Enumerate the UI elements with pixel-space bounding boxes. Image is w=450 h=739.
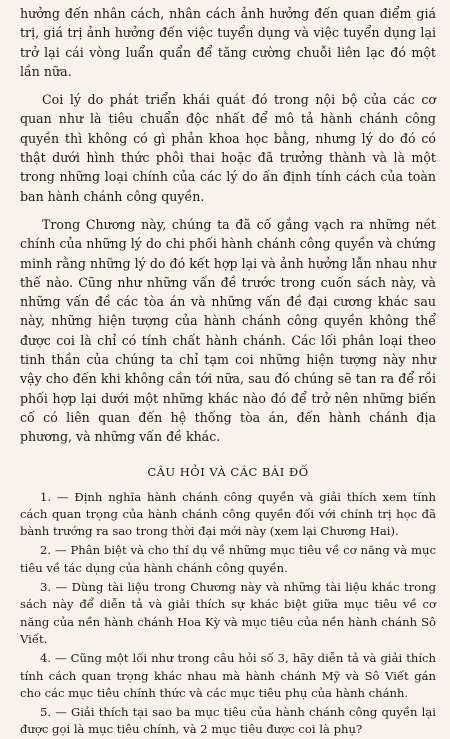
question-item: 5. — Giải thích tại sao ba mục tiêu của hành chánh công quyền lại được gọi là mục tiêu chính, và 2 mục tiêu được coi là phụ? <box>20 705 436 737</box>
paragraph-continued: hưởng đến nhân cách, nhân cách ảnh hưởng đến quan điểm giá trị, giá trị ảnh hưởng đến việc tuyển dụng và việc tuyển dụng lại trở lại cái vòng luẩn quẩn để tăng cường chuỗi liên lạc đó một lần nữa. <box>20 6 436 79</box>
question-item: 1. — Định nghĩa hành chánh công quyền và giải thích xem tính cách quan trọng của hành chánh công quyền đối với chính trị học đã bành trướng ra sao trong thời đại mới này (xem lại Chương Hai). <box>20 489 436 539</box>
question-item: 3. — Dùng tài liệu trong Chương này và những tài liệu khác trong sách này để diễn tả và giải thích sự khác biệt giữa mục tiêu về cơ năng của nền hành chánh Hoa Kỳ và mục tiêu của nền hành chánh Sô Viết. <box>20 580 436 646</box>
paragraph-development-reasons: Coi lý do phát triển khái quát đó trong nội bộ của các cơ quan như là tiêu chuẩn độc nhất để mô tả hành chánh công quyền thì không có gì phản khoa học bằng, nhưng lý do đó có thật dưới hình thức phôi thai hoặc đã trưởng thành và là một trong những loại chính của các lý do ấn định tính cách của toàn ban hành chánh công quyền. <box>20 92 436 204</box>
section-title-questions: CÂU HỎI VÀ CÁC BÀI ĐỐ <box>147 464 309 479</box>
paragraph-chapter-summary: Trong Chương này, chúng ta đã cố gắng vạch ra những nét chính của những lý do chi phối hành chánh công quyền và chứng minh rằng những lý do đó kết hợp lại và ảnh hưởng lẫn nhau như thế nào. Cũng như những vấn đề trước trong cuốn sách này, và những vấn đề các tòa án và những vấn đề đại cương khác sau này, những hiện tượng của hành chánh công quyền không thể được coi là chỉ có tính chất hành chánh. Các lối phân loại theo tinh thần của chúng ta chỉ tạm coi những hiện tượng này như vậy cho đến khi không cần tới nữa, sau đó chúng sẽ tan ra để rồi phối hợp lại dưới một những khác nào đó để trở nên những biến cố có liên quan đến hệ thống tòa án, đến hành chánh địa phương, và những vấn đề khác. <box>20 216 436 445</box>
question-item: 2. — Phân biệt và cho thí dụ về những mục tiêu về cơ năng và mục tiêu về tác dụng của hành chánh công quyền. <box>20 543 436 575</box>
question-item: 4. — Cũng một lối như trong câu hỏi số 3, hãy diễn tả và giải thích tính cách quan trọng khác nhau mà hành chánh Mỹ và Sô Viết gán cho các mục tiêu chính thức và các mục tiêu phụ của hành chánh. <box>20 651 436 700</box>
